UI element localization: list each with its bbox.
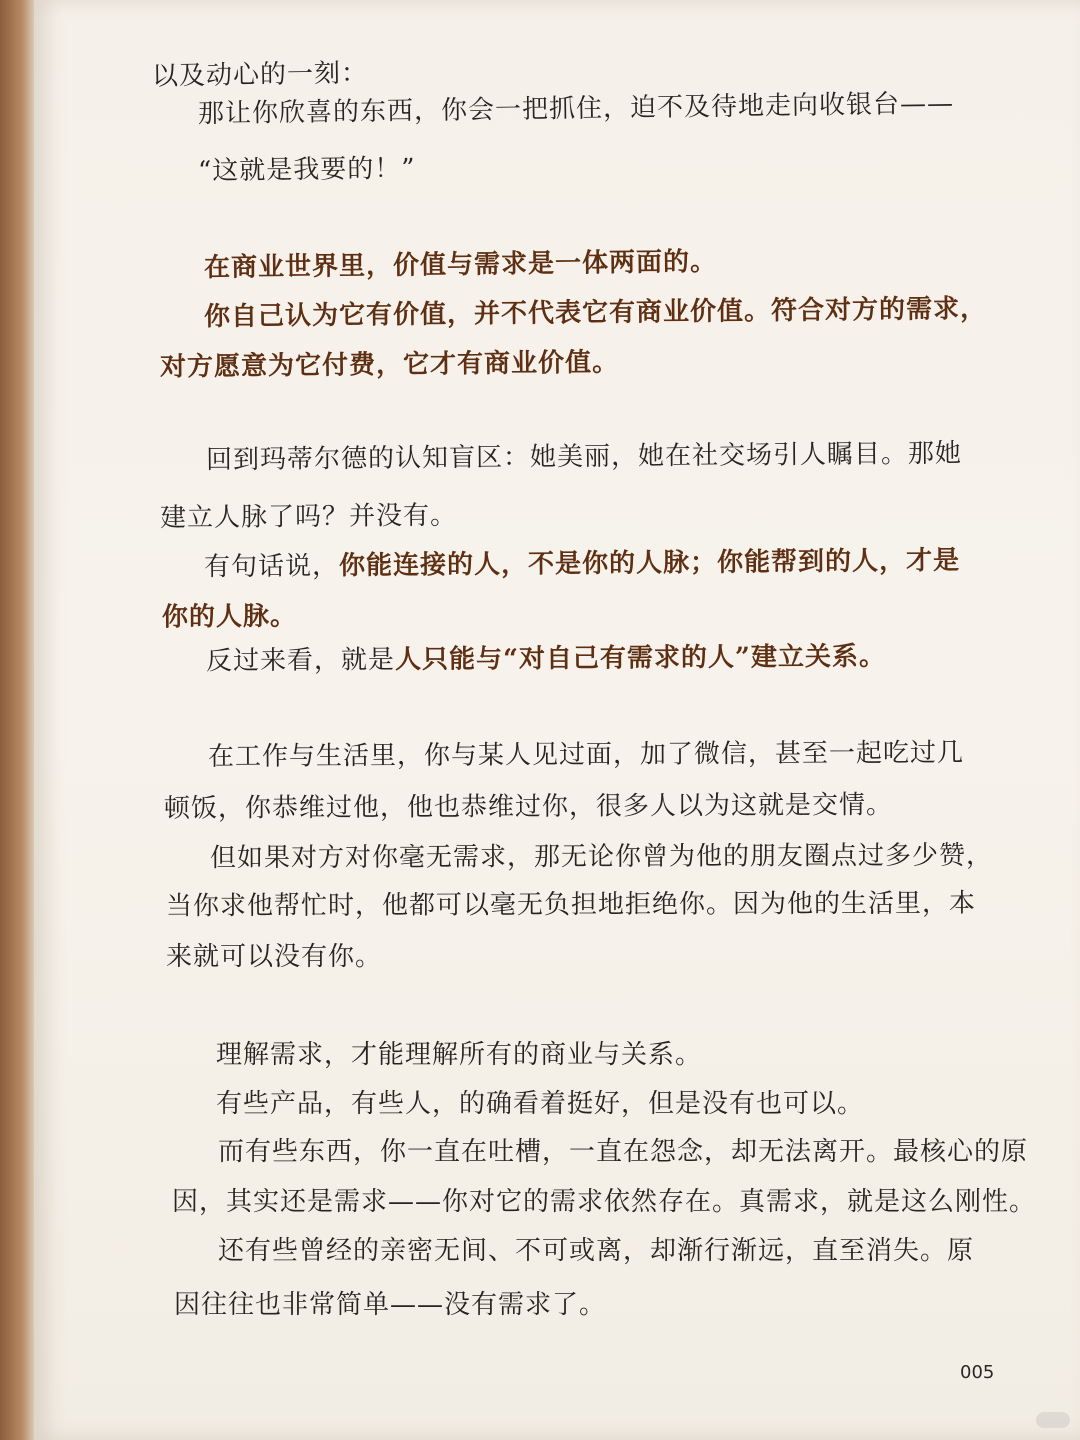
text-line: 理解需求，才能理解所有的商业与关系。 xyxy=(216,1040,703,1070)
text-line: 那让你欣喜的东西，你会一把抓住，迫不及待地走向收银台—— xyxy=(197,88,955,130)
mixed-line xyxy=(206,640,886,679)
mixed-line xyxy=(204,544,960,585)
page-number: 005 xyxy=(960,1362,995,1383)
text-line: 以及动心的一刻： xyxy=(151,58,369,92)
text-line: 而有些东西，你一直在吐槽，一直在怨念，却无法离开。最核心的原 xyxy=(218,1137,1029,1167)
line-prefix: 反过来看，就是 xyxy=(205,645,396,677)
highlight-line: 你自己认为它有价值，并不代表它有商业价值。符合对方的需求， xyxy=(203,293,988,333)
text-line: 因，其实还是需求——你对它的需求依然存在。真需求，就是这么刚性。 xyxy=(172,1187,1037,1217)
text-line: 有些产品，有些人，的确看着挺好，但是没有也可以。 xyxy=(216,1089,865,1119)
text-line: 当你求他帮忙时，他都可以毫无负担地拒绝你。因为他的生活里，本 xyxy=(165,888,977,922)
text-line: 回到玛蒂尔德的认知盲区：她美丽，她在社交场引人瞩目。那她 xyxy=(205,438,963,476)
text-line: 但如果对方对你毫无需求，那无论你曾为他的朋友圈点过多少赞， xyxy=(209,840,994,874)
text-line: 建立人脉了吗？并没有。 xyxy=(159,500,458,534)
book-page xyxy=(34,0,1080,1440)
text-line: 还有些曾经的亲密无间、不可或离，却渐行渐远，直至消失。原 xyxy=(218,1236,975,1266)
line-prefix: 有句话说， xyxy=(203,551,340,583)
text-line: 因往往也非常简单——没有需求了。 xyxy=(174,1290,607,1320)
highlight-line: 你的人脉。 xyxy=(161,601,298,633)
highlight-span: 你能连接的人，不是你的人脉；你能帮到的人，才是 xyxy=(338,545,961,582)
highlight-line: 在商业世界里，价值与需求是一体两面的。 xyxy=(203,246,718,284)
text-line: 来就可以没有你。 xyxy=(166,942,383,972)
text-line: 顿饭，你恭维过他，他也恭维过你，很多人以为这就是交情。 xyxy=(163,790,894,824)
text-line: 在工作与生活里，你与某人见过面，加了微信，甚至一起吃过几 xyxy=(207,738,965,772)
corner-mark xyxy=(1036,1412,1070,1428)
highlight-line: 对方愿意为它付费，它才有商业价值。 xyxy=(159,347,620,383)
highlight-span: 人只能与“对自己有需求的人”建立关系。 xyxy=(394,641,887,676)
text-line: “这就是我要的！” xyxy=(197,153,416,187)
